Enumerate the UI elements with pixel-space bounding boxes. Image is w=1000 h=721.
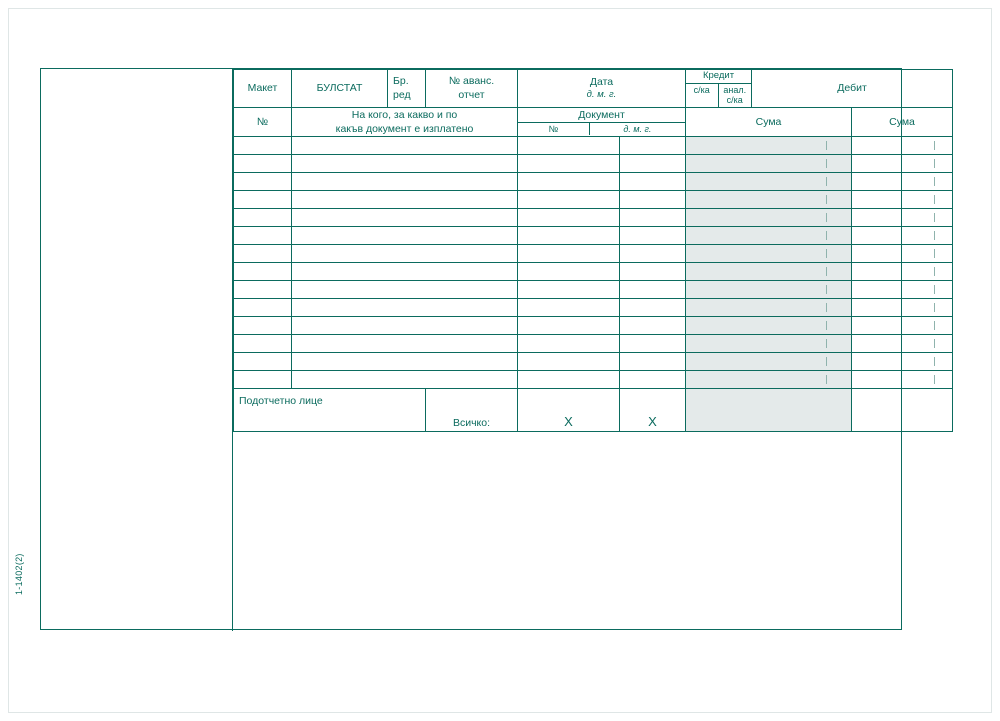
cell-num[interactable] (234, 172, 292, 190)
cell-suma-debit[interactable] (852, 334, 953, 352)
cell-doc-num[interactable] (518, 208, 620, 226)
cell-suma-debit[interactable] (852, 316, 953, 334)
cell-description[interactable] (292, 208, 518, 226)
footer-total-credit (686, 388, 852, 431)
cell-num[interactable] (234, 280, 292, 298)
table-row[interactable] (234, 136, 953, 154)
header-col-suma-credit: Сума (686, 107, 852, 136)
cell-suma-debit[interactable] (852, 262, 953, 280)
cell-num[interactable] (234, 154, 292, 172)
cell-suma-debit[interactable] (852, 208, 953, 226)
cell-num[interactable] (234, 226, 292, 244)
cell-doc-date[interactable] (620, 226, 686, 244)
cell-description[interactable] (292, 370, 518, 388)
footer-total-debit (852, 388, 953, 431)
header-debit: Дебит (752, 70, 953, 108)
form-frame (40, 68, 915, 630)
table-row[interactable] (234, 370, 953, 388)
table-row[interactable] (234, 352, 953, 370)
cell-num[interactable] (234, 370, 292, 388)
cell-suma-debit[interactable] (852, 280, 953, 298)
cell-suma-credit[interactable] (686, 316, 852, 334)
cell-doc-num[interactable] (518, 352, 620, 370)
table-row[interactable] (234, 190, 953, 208)
cell-description[interactable] (292, 226, 518, 244)
cell-doc-num[interactable] (518, 262, 620, 280)
header-bulstat: БУЛСТАТ (292, 70, 388, 108)
expense-report-table (233, 69, 953, 432)
form-table-area (233, 69, 915, 631)
cell-suma-credit[interactable] (686, 208, 852, 226)
cell-num[interactable] (234, 244, 292, 262)
cell-suma-debit[interactable] (852, 172, 953, 190)
table-row[interactable] (234, 280, 953, 298)
cell-suma-debit[interactable] (852, 370, 953, 388)
cell-suma-credit[interactable] (686, 244, 852, 262)
cell-suma-credit[interactable] (686, 334, 852, 352)
cell-description[interactable] (292, 244, 518, 262)
cell-doc-date[interactable] (620, 136, 686, 154)
footer-total-label: Всичко: (426, 388, 518, 431)
cell-num[interactable] (234, 136, 292, 154)
cell-doc-date[interactable] (620, 190, 686, 208)
cell-description[interactable] (292, 136, 518, 154)
cell-doc-date[interactable] (620, 316, 686, 334)
cell-doc-date[interactable] (620, 262, 686, 280)
cell-suma-credit[interactable] (686, 190, 852, 208)
table-row[interactable] (234, 226, 953, 244)
table-row[interactable] (234, 244, 953, 262)
cell-doc-num[interactable] (518, 244, 620, 262)
cell-suma-debit[interactable] (852, 226, 953, 244)
cell-description[interactable] (292, 172, 518, 190)
cell-suma-debit[interactable] (852, 244, 953, 262)
cell-doc-date[interactable] (620, 154, 686, 172)
cell-suma-debit[interactable] (852, 154, 953, 172)
cell-num[interactable] (234, 352, 292, 370)
cell-description[interactable] (292, 316, 518, 334)
cell-num[interactable] (234, 316, 292, 334)
cell-suma-debit[interactable] (852, 298, 953, 316)
cell-num[interactable] (234, 208, 292, 226)
form-code-label: 1-1402(2) (14, 553, 24, 595)
cell-doc-date[interactable] (620, 208, 686, 226)
page-trim-top (8, 8, 992, 9)
cell-suma-debit[interactable] (852, 136, 953, 154)
cell-doc-num[interactable] (518, 190, 620, 208)
cell-suma-debit[interactable] (852, 352, 953, 370)
cell-doc-date[interactable] (620, 244, 686, 262)
table-row[interactable] (234, 334, 953, 352)
table-row[interactable] (234, 154, 953, 172)
cell-description[interactable] (292, 352, 518, 370)
cell-doc-num[interactable] (518, 316, 620, 334)
cell-description[interactable] (292, 334, 518, 352)
cell-num[interactable] (234, 190, 292, 208)
table-row[interactable] (234, 172, 953, 190)
cell-doc-num[interactable] (518, 226, 620, 244)
cell-suma-credit[interactable] (686, 226, 852, 244)
cell-doc-date[interactable] (620, 172, 686, 190)
cell-num[interactable] (234, 334, 292, 352)
cell-doc-num[interactable] (518, 334, 620, 352)
header-col-num: № (234, 107, 292, 136)
page-trim-bottom (8, 712, 992, 713)
cell-doc-num[interactable] (518, 136, 620, 154)
cell-description[interactable] (292, 262, 518, 280)
page-trim-right (991, 8, 992, 712)
table-row[interactable] (234, 262, 953, 280)
header-row-1 (234, 70, 953, 108)
cell-doc-date[interactable] (620, 298, 686, 316)
cell-suma-credit[interactable] (686, 172, 852, 190)
cell-suma-credit[interactable] (686, 154, 852, 172)
header-maket: Макет (234, 70, 292, 108)
table-body (234, 136, 953, 388)
cell-suma-credit[interactable] (686, 370, 852, 388)
cell-doc-num[interactable] (518, 298, 620, 316)
cell-suma-credit[interactable] (686, 136, 852, 154)
cell-num[interactable] (234, 262, 292, 280)
cell-suma-credit[interactable] (686, 298, 852, 316)
cell-doc-num[interactable] (518, 280, 620, 298)
cell-doc-num[interactable] (518, 172, 620, 190)
cell-suma-credit[interactable] (686, 352, 852, 370)
table-row[interactable] (234, 316, 953, 334)
cell-doc-num[interactable] (518, 370, 620, 388)
cell-suma-credit[interactable] (686, 280, 852, 298)
header-kredit: Кредит с/ка анал. с/ка (686, 70, 752, 108)
cell-doc-date[interactable] (620, 334, 686, 352)
table-row[interactable] (234, 208, 953, 226)
cell-description[interactable] (292, 298, 518, 316)
cell-doc-date[interactable] (620, 370, 686, 388)
cell-num[interactable] (234, 298, 292, 316)
header-avans-otchet: № аванс. отчет (426, 70, 518, 108)
header-col-description: На кого, за какво и по какъв документ е изплатено (292, 107, 518, 136)
table-row[interactable] (234, 298, 953, 316)
cell-doc-date[interactable] (620, 280, 686, 298)
footer-total-doc-date: X (620, 388, 686, 431)
footer-accountable-person: Подотчетно лице (234, 388, 426, 431)
header-br-red: Бр. ред (388, 70, 426, 108)
header-col-document: Документ № д. м. г. (518, 107, 686, 136)
cell-suma-debit[interactable] (852, 190, 953, 208)
footer-total-doc-num: X (518, 388, 620, 431)
cell-description[interactable] (292, 154, 518, 172)
page-trim-left (8, 8, 9, 712)
header-col-suma-debit: Сума (852, 107, 953, 136)
cell-doc-num[interactable] (518, 154, 620, 172)
cell-suma-credit[interactable] (686, 262, 852, 280)
header-data: Дата д. м. г. (518, 70, 686, 108)
cell-description[interactable] (292, 280, 518, 298)
footer-row (234, 388, 953, 431)
cell-description[interactable] (292, 190, 518, 208)
cell-doc-date[interactable] (620, 352, 686, 370)
header-row-2 (234, 107, 953, 136)
